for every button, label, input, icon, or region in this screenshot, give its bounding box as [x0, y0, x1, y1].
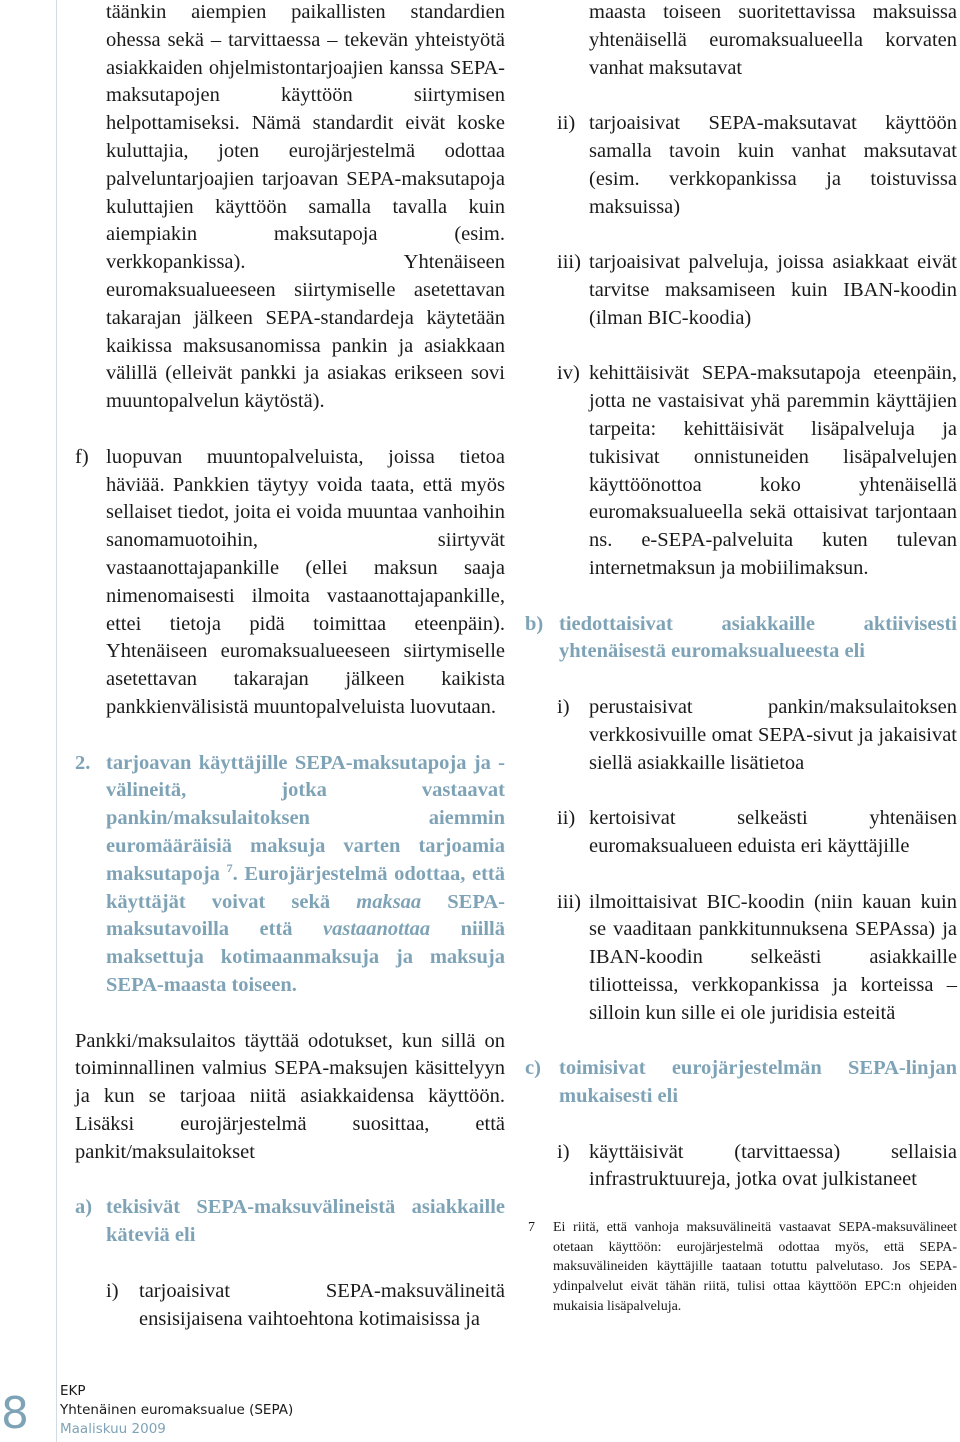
item-text: perustaisivat pankin/maksulaitoksen verkkosivuille omat SEPA-sivut ja jakaisivat siellä asiakkaille lisätietoa	[589, 695, 957, 774]
footer-date: Maaliskuu 2009	[60, 1421, 166, 1437]
item-text: tarjoaisivat SEPA-maksuvälineitä ensisijaisena vaihtoehtona kotimaisissa ja	[139, 1279, 505, 1330]
spacer	[75, 722, 505, 750]
list-item-c	[525, 1055, 957, 1111]
item-text-part: . Eurojärjestelmä odottaa, että käyttäjät voivat sekä	[106, 862, 505, 913]
paragraph-continued: täänkin aiempien paikallisten standardien ohessa sekä – tarvittaessa – tekevän yhteistyötä asiakkaiden ohjelmistontarjoajien kanssa SEPA-maksutapojen käyttöön siirtymisen helpottamiseksi. Nämä standardit eivät koske kuluttajia, joten eurojärjestelmä odottaa palveluntarjoajien tarjoavan SEPA-maksutapoja kuluttajien käyttöön samalla tavalla kuin aiempiakin maksutapoja (esim. verkkopankissa). Yhtenäiseen euromaksualueeseen siirtymiselle asetettavan takarajan jälkeen SEPA-standardeja käytetään kaikissa maksusanomissa pankin ja asiakkaan välillä (elleivät pankki ja asiakas erikseen sovi muuntopalvelun käytöstä).	[106, 1, 505, 413]
list-item-iii	[525, 249, 957, 332]
item-label: b)	[525, 612, 544, 635]
spacer	[525, 1194, 957, 1218]
list-item-a	[75, 1194, 505, 1250]
item-label: a)	[75, 1196, 93, 1219]
item-label: iii)	[557, 890, 581, 913]
spacer	[75, 416, 505, 444]
footer	[60, 1382, 293, 1439]
item-text-part: SEPA-maksutavoilla että	[106, 890, 505, 941]
item-label: ii)	[557, 112, 576, 135]
item-text	[106, 752, 505, 996]
item-text: tekisivät SEPA-maksuvälineistä asiakkaille käteviä eli	[106, 1196, 505, 1247]
list-item-2	[75, 750, 505, 1000]
sub-item	[106, 1278, 505, 1334]
item-label: i)	[557, 1140, 570, 1163]
paragraph: Pankki/maksulaitos täyttää odotukset, kun sillä on toiminnallinen valmius SEPA-maksujen käsittelyyn ja kun se tarjoaa niitä asiakkaidensa käyttöön. Lisäksi eurojärjestelmä suosittaa, että pankit/maksulaitokset	[75, 1029, 505, 1163]
item-text: käyttäisivät (tarvittaessa) sellaisia infrastruktuureja, jotka ovat julkistaneet	[589, 1140, 957, 1191]
spacer	[525, 1027, 957, 1055]
item-text: kertoisivat selkeästi yhtenäisen euromaksualueen eduista eri käyttäjille	[589, 807, 957, 857]
paragraph-continued: maasta toiseen suoritettavissa maksuissa yhtenäisellä euromaksualueella korvaten vanhat maksutavat	[589, 1, 957, 79]
item-text: luopuvan muuntopalveluista, joissa tietoa häviää. Pankkien täytyy voida taata, että myös sellaiset tiedot, joita ei voida muuntaa vanhoihin sanomamuotoihin, siirtyvät vastaanottajapankille (ellei maksun saaja nimenomaisesti ilmoita vastaanottajapankille, ettei tietoja pidä toimittaa eteenpäin). Yhtenäiseen euromaksualueeseen siirtymiselle asetettavan takarajan jälkeen kaikista pankkienvälisistä muuntopalveluista luovutaan.	[106, 445, 505, 718]
spacer	[525, 583, 957, 611]
footer-publisher: EKP	[60, 1383, 86, 1399]
footer-title: Yhtenäinen euromaksualue (SEPA)	[60, 1402, 294, 1418]
item-label: f)	[75, 445, 89, 468]
item-text: toimisivat eurojärjestelmän SEPA-linjan mukaisesti eli	[559, 1057, 957, 1108]
left-column	[75, 0, 505, 1333]
spacer	[525, 861, 957, 889]
right-column	[525, 0, 957, 1316]
spacer	[75, 1250, 505, 1278]
list-item-ii	[525, 110, 957, 221]
list-item-c-i	[525, 1139, 957, 1195]
item-label: 2.	[75, 751, 91, 774]
spacer	[525, 1111, 957, 1139]
list-item-a-i	[75, 1278, 505, 1334]
item-label: i)	[557, 695, 570, 718]
emphasis: vastaanottaa	[323, 918, 431, 941]
item-label: c)	[525, 1057, 541, 1080]
item-text-part: tarjoavan käyttäjille SEPA-maksutapoja ja -välineitä, jotka vastaavat pankin/maksulaitoksen aiemmin euromääräisiä maksuja varten tarjoamia maksutapoja	[106, 751, 505, 885]
list-item-b	[525, 611, 957, 667]
item-text: tiedottaisivat asiakkaille aktiivisesti yhtenäisestä euromaksualueesta eli	[559, 612, 957, 663]
spacer	[525, 777, 957, 805]
spacer	[525, 666, 957, 694]
item-label: iv)	[557, 362, 580, 385]
item-text: kehittäisivät SEPA-maksutapoja eteenpäin, jotta ne vastaisivat yhä paremmin käyttäjien tarpeita: kehittäisivät lisäpalveluja ja tukisivat onnistuneiden lisäpalvelujen käyttöönottoa koko yhtenäisellä euromaksualueella sekä ottaisivat tarjontaan ns. e-SEPA-palveluita kuten tulevan internetmaksun ja mobiilimaksun.	[589, 362, 957, 579]
list-item-iv	[525, 360, 957, 582]
item-text: tarjoaisivat palveluja, joissa asiakkaat eivät tarvitse maksamiseen kuin IBAN-koodin (ilman BIC-koodia)	[589, 251, 957, 329]
item-label: i)	[106, 1279, 119, 1302]
spacer	[75, 1167, 505, 1195]
list-item-b-ii	[525, 805, 957, 861]
footnote-number: 7	[528, 1220, 535, 1236]
list-item-f	[75, 444, 505, 722]
footnote	[525, 1218, 957, 1316]
spacer	[525, 221, 957, 249]
spacer	[525, 333, 957, 361]
item-text: tarjoaisivat SEPA-maksutavat käyttöön samalla tavoin kuin vanhat maksutavat (esim. verkkopankissa ja toistuvissa maksuissa)	[589, 112, 957, 218]
emphasis: maksaa	[356, 890, 422, 913]
list-item-b-iii	[525, 889, 957, 1028]
item-text-part: niillä maksettuja kotimaanmaksuja ja maksuja SEPA-maasta toiseen.	[106, 918, 505, 996]
footnote-ref: 7	[226, 860, 233, 875]
list-item-b-i	[525, 694, 957, 777]
margin-rule	[56, 0, 57, 1442]
item-label: iii)	[557, 251, 581, 274]
page-number: 8	[1, 1388, 29, 1439]
spacer	[75, 1000, 505, 1028]
spacer	[525, 82, 957, 110]
item-label: ii)	[557, 807, 576, 830]
footnote-text: Ei riitä, että vanhoja maksuvälineitä vastaavat SEPA-maksuvälineet otetaan käyttöön: eurojärjestelmä odottaa myös, että SEPA-maksuvälineiden käyttäjille taataan totuttu palvelutaso. Jos SEPA-ydinpalvelut eivät tähän riitä, tulisi ottaa käyttöön EPC:n ohjeiden mukaisia lisäpalveluja.	[553, 1220, 957, 1314]
item-text: ilmoittaisivat BIC-koodin (niin kauan kuin se vaaditaan pankkitunnuksena SEPAssa) ja IBAN-koodin selkeästi asiakkaille tiliotteissa, verkkopankissa ja korteissa – silloin kun sille ei ole juridisia esteitä	[589, 890, 957, 1024]
